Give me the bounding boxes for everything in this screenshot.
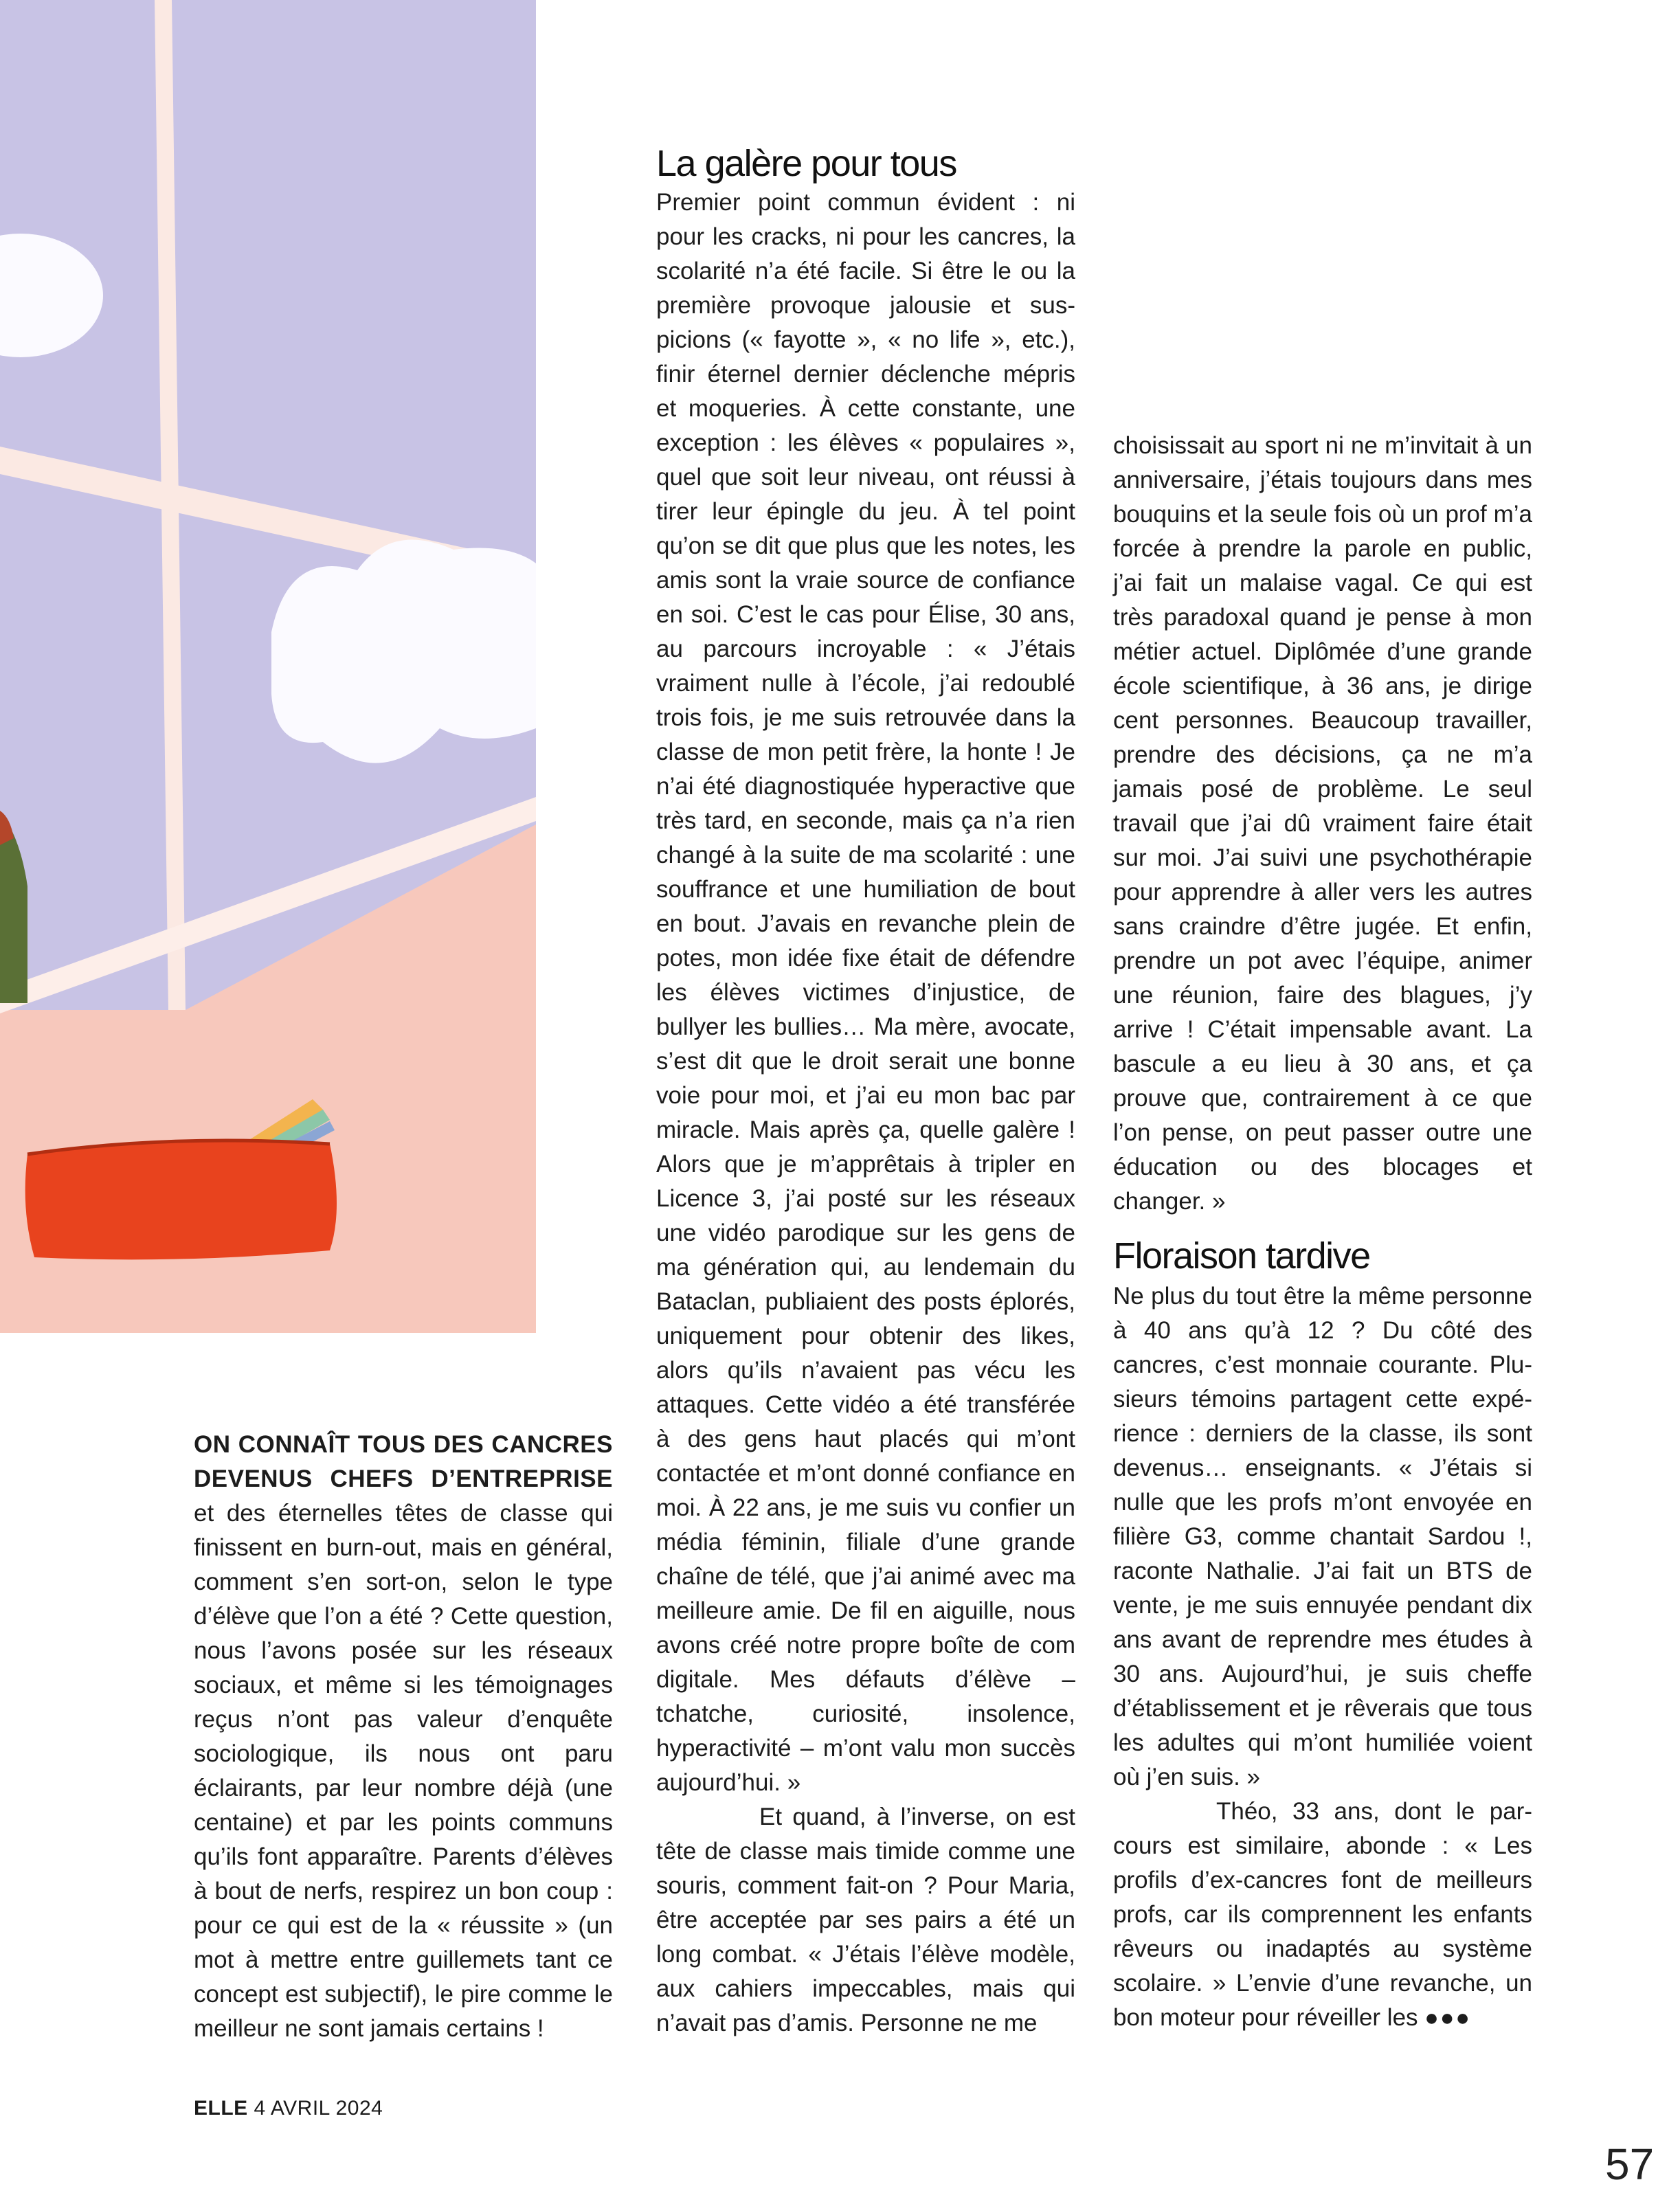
illustration-window-scene <box>0 0 536 1333</box>
pencil-case <box>25 1141 337 1259</box>
paragraph-elise: Premier point commun évident : ni pour les cracks, ni pour les cancres, la scolarité n’a été facile. Si être le ou la première provoque jalousie et suspicions (« fayotte », « no life », etc.), finir éternel dernier déclenche mépris et moqueries. À cette constante, une exception : les élèves « populaires », quel que soit leur niveau, ont réussi à tirer leur épingle du jeu. À tel point qu’on se dit que plus que les notes, les amis sont la vraie source de confiance en soi. C’est le cas pour Élise, 30 ans, au parcours incroyable : « J’étais vraiment nulle à l’école, j’ai redoublé trois fois, je me suis retrouvée dans la classe de mon petit frère, la honte ! Je n’ai été diagnostiquée hyperactive que très tard, en seconde, mais ça n’a rien changé à la suite de ma scolarité : une souffrance et une humiliation de bout en bout. J’avais en revanche plein de potes, mon idée fixe était de défendre les élèves victimes d’injustice, de bullyer les bullies… Ma mère, avocate, s’est dit que le droit serait une bonne voie pour moi, et j’ai eu mon bac par miracle. Mais après ça, quelle galère ! Alors que je m’apprêtais à tripler en Licence 3, j’ai posté sur les réseaux une vidéo parodique sur les gens de ma génération qui, au lendemain du Bataclan, publiaient des posts éplorés, uniquement pour obtenir des likes, alors qu’ils n’avaient pas vécu les attaques. Cette vidéo a été transférée à des gens haut placés qui m’ont contactée et m’ont donné confiance en moi. À 22 ans, je me suis vu confier un média féminin, filiale d’une grande chaîne de télé, que j’ai animé avec ma meilleure amie. De fil en aiguille, nous avons créé notre propre boîte de com digitale. Mes défauts d’élève – tchatche, curiosité, insolence, hyperactivité – m’ont valu mon succès aujourd’hui. » <box>656 189 1075 1796</box>
page-number: 57 <box>1605 2139 1655 2189</box>
intro-paragraph <box>194 1428 613 2046</box>
article-column-middle <box>656 186 1075 2041</box>
folio <box>194 2097 383 2120</box>
paragraph-maria-continued: choisissait au sport ni ne m’invitait à un anniversaire, j’étais toujours dans mes bouquins et la seule fois où un prof m’a forcée à prendre la parole en public, j’ai fait un malaise vagal. Ce qui est très paradoxal quand je pense à mon métier actuel. Diplômée d’une grande école scientifique, à 36 ans, je dirige cent personnes. Beaucoup travailler, prendre des décisions, ça ne m’a jamais posé de problème. Le seul travail que j’ai dû vraiment faire était sur moi. J’ai suivi une psychothérapie pour apprendre à aller vers les autres sans craindre d’être jugée. Et enfin, prendre un pot avec l’équipe, animer une réunion, faire des blagues, j’y arrive ! C’était impensable avant. La bascule a eu lieu à 30 ans, et ça prouve que, contrairement à ce que l’on pense, on peut passer outre une éducation ou des blocages et changer. » <box>1113 432 1532 1215</box>
section-title-floraison: Floraison tardive <box>1113 1235 1370 1277</box>
issue-date: 4 AVRIL 2024 <box>254 2097 383 2120</box>
section-title-la-galere: La galère pour tous <box>656 143 956 184</box>
cloud-right <box>271 539 536 763</box>
paragraph-nathalie: Ne plus du tout être la même personne à 40 ans qu’à 12 ? Du côté des cancres, c’est monnaie courante. Plusieurs témoins partagent cette expérience : derniers de la classe, ils sont devenus… enseignants. « J’étais si nulle que les profs m’ont envoyée en filière G3, comme chantait Sardou !, raconte Nathalie. J’ai fait un BTS de vente, je me suis ennuyée pendant dix ans avant de reprendre mes études à 30 ans. Aujourd’hui, je suis cheffe d’établissement et je rêverais que tous les adultes qui m’ont humiliée voient où j’en suis. » <box>1113 1283 1532 1790</box>
continued-marker: ●●● <box>1424 2005 1471 2031</box>
intro-lead: ON CONNAÎT TOUS DES CANCRES DEVENUS CHEFS D’ENTREPRISE <box>194 1431 613 1492</box>
paragraph-theo-text: Théo, 33 ans, dont le parcours est similaire, abonde : « Les profils d’ex-cancres font de meilleurs profs, car ils comprennent les enfants rêveurs ou inadaptés au système scolaire. » L’envie d’une revanche, un bon moteur pour réveiller les <box>1113 1798 1532 2031</box>
paragraph-theo <box>1113 1795 1532 2035</box>
intro-column <box>194 1428 613 2046</box>
paragraph-maria: Et quand, à l’inverse, on est tête de classe mais timide comme une souris, comment fait-on ? Pour Maria, être acceptée par ses pairs a été un long combat. « J’étais l’élève modèle, aux cahiers impeccables, mais qui n’avait pas d’amis. Personne ne me <box>656 1804 1075 2036</box>
magazine-name: ELLE <box>194 2097 248 2120</box>
intro-text: et des éternelles têtes de classe qui finissent en burn-out, mais en général, comment s’en sort-on, selon le type d’élève que l’on a été ? Cette question, nous l’avons posée sur les réseaux sociaux, et même si les témoignages reçus n’ont pas valeur d’enquête sociologique, ils nous ont paru éclairants, par leur nombre déjà (une centaine) et par les points communs qu’ils font apparaître. Parents d’élèves à bout de nerfs, respirez un bon coup : pour ce qui est de la « réussite » (un mot à mettre entre guillemets tant ce concept est subjectif), le pire comme le meilleur ne sont jamais certains ! <box>194 1500 613 2042</box>
article-column-right <box>1113 429 1532 2035</box>
